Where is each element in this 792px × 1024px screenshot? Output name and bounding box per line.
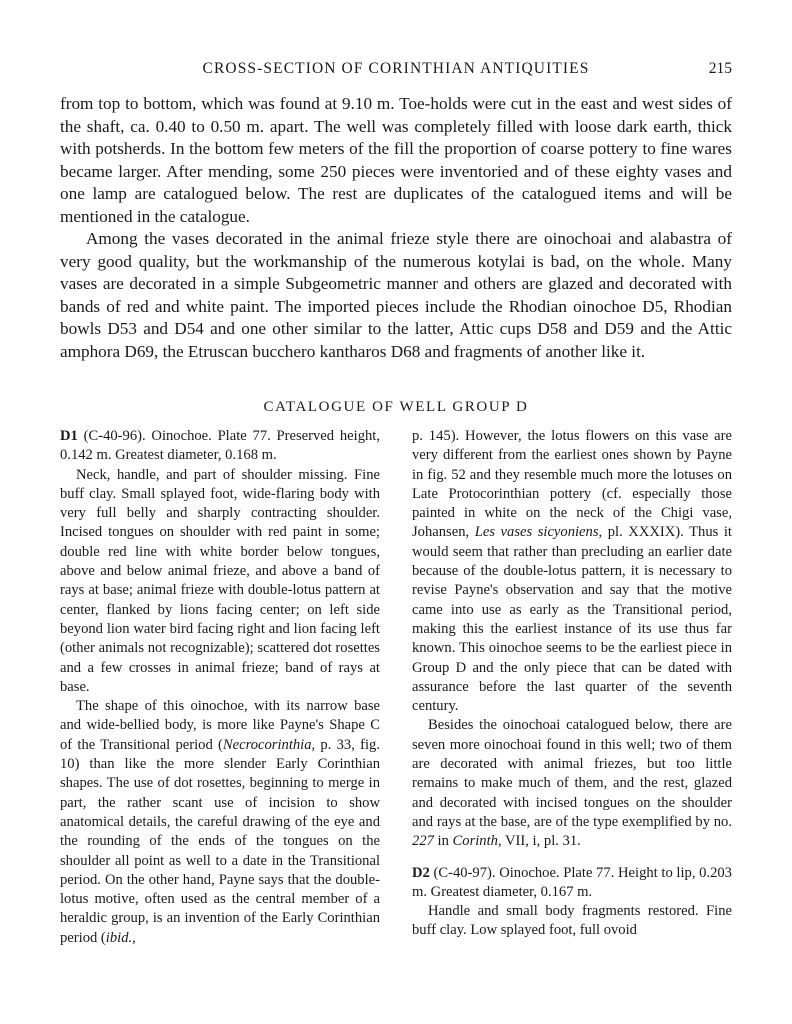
text-run: in: [433, 833, 453, 850]
entry-header: (C-40-96). Oinochoe. Plate 77. Preserved height, 0.142 m. Greatest diameter, 0.168 m.: [60, 428, 380, 464]
catalogue-number: D1: [60, 428, 78, 444]
citation-title: Les vases sicyoniens: [474, 524, 599, 541]
left-column: [60, 427, 380, 948]
text-run: , pl. XXXIX). Thus it would seem that rather than precluding an earlier date because of the double-lotus pattern, it is necessary to revise Payne's observation and say that the motive came into use as early as the Transitional period, making this the earliest instance of its use thus far known. This oinochoe seems to be the earliest piece in Group D and the only piece that can be dated with assurance before the last quarter of the seventh century.: [412, 524, 732, 715]
citation-number: 227: [412, 833, 434, 850]
text-run: , VII, i, pl. 31.: [497, 833, 581, 850]
text-run: p. 145). However, the lotus flowers on this vase are very different from the earliest ones shown by Payne in fig. 52 and they resemble much more the lotuses on Late Protocorinthian pottery (cf. especially those painted in white on the neck of the Chigi vase, Johansen,: [412, 428, 732, 541]
page-number: 215: [708, 60, 732, 77]
catalogue-number: D2: [412, 864, 430, 881]
running-title: CROSS-SECTION OF CORINTHIAN ANTIQUITIES: [202, 60, 590, 77]
running-head: [60, 58, 732, 82]
text-run: , p. 33, fig. 10) than like the more slender Early Corinthian shapes. The use of dot rosettes, beginning to merge in part, the rather scant use of incision to show anatomical details, the careful drawing of the eye and the rounding of the ends of the tongues on the shoulder all point as well to a date in the Transitional period. On the other hand, Payne says that the double-lotus motive, often used as the central member of a heraldic group, is an invention of the Early Corinthian period (: [60, 736, 380, 946]
entry-discussion: [60, 697, 380, 948]
text-run: The shape of this oinochoe, with its narrow base and wide-bellied body, is more like Payne's Shape C of the Transitional period (: [60, 698, 380, 753]
citation-title: Corinth: [452, 833, 498, 850]
citation-title: ibid.: [105, 929, 133, 946]
catalogue-entry-d1: [60, 427, 380, 466]
entry-discussion-continued: [412, 427, 732, 716]
catalogue-heading: CATALOGUE OF WELL GROUP D: [263, 399, 529, 415]
right-column: [412, 427, 732, 941]
entry-description: Neck, handle, and part of shoulder missing. Fine buff clay. Small splayed foot, wide-flaring body with very full belly and sharply contracting shoulder. Incised tongues on shoulder with red paint in some; double red line with white border below tongues, above and below animal frieze, and above a band of rays at base; animal frieze with double-lotus pattern at center, flanked by lions facing center; on left side beyond lion water bird facing right and lion facing left (other animals not recognizable); scattered dot rosettes and a few crosses in animal frieze; band of rays at base.: [60, 466, 380, 695]
intro-paragraph: from top to bottom, which was found at 9.10 m. Toe-holds were cut in the east and west sides of the shaft, ca. 0.40 to 0.50 m. apart. The well was completely filled with loose dark earth, thick with potsherds. In the bottom few meters of the fill the proportion of coarse pottery to fine wares became larger. After mending, some 250 pieces were inventoried and of these eighty vases and one lamp are catalogued below. The rest are duplicates of the catalogued items and will be mentioned in the catalogue.: [60, 94, 732, 226]
entry-header: (C-40-97). Oinochoe. Plate 77. Height to lip, 0.203 m. Greatest diameter, 0.167 m.: [412, 864, 732, 900]
intro-paragraph: Among the vases decorated in the animal frieze style there are oinochoai and alabastra of very good quality, but the workmanship of the numerous kotylai is bad, on the whole. Many vases are decorated in a simple Subgeometric manner and others are glazed and decorated with bands of red and white paint. The imported pieces include the Rhodian oinochoe D5, Rhodian bowls D53 and D54 and one other similar to the latter, Attic cups D58 and D59 and the Attic amphora D69, the Etruscan bucchero kantharos D68 and fragments of another like it.: [60, 229, 732, 361]
intro-text: [60, 93, 732, 363]
catalogue-entry-d2: [412, 864, 732, 903]
text-run: Besides the oinochoai catalogued below, there are seven more oinochoai found in this well; two of them are decorated with animal friezes, but too little remains to make much of them, and the rest, glazed and decorated with incised tongues on the shoulder and rays at the base, are of the type exemplified by no.: [412, 717, 732, 830]
besides-paragraph: [412, 716, 732, 851]
citation-title: Necrocorinthia: [222, 736, 312, 753]
entry-description: Handle and small body fragments restored. Fine buff clay. Low splayed foot, full ovoid: [412, 903, 732, 939]
text-run: ,: [132, 929, 136, 946]
